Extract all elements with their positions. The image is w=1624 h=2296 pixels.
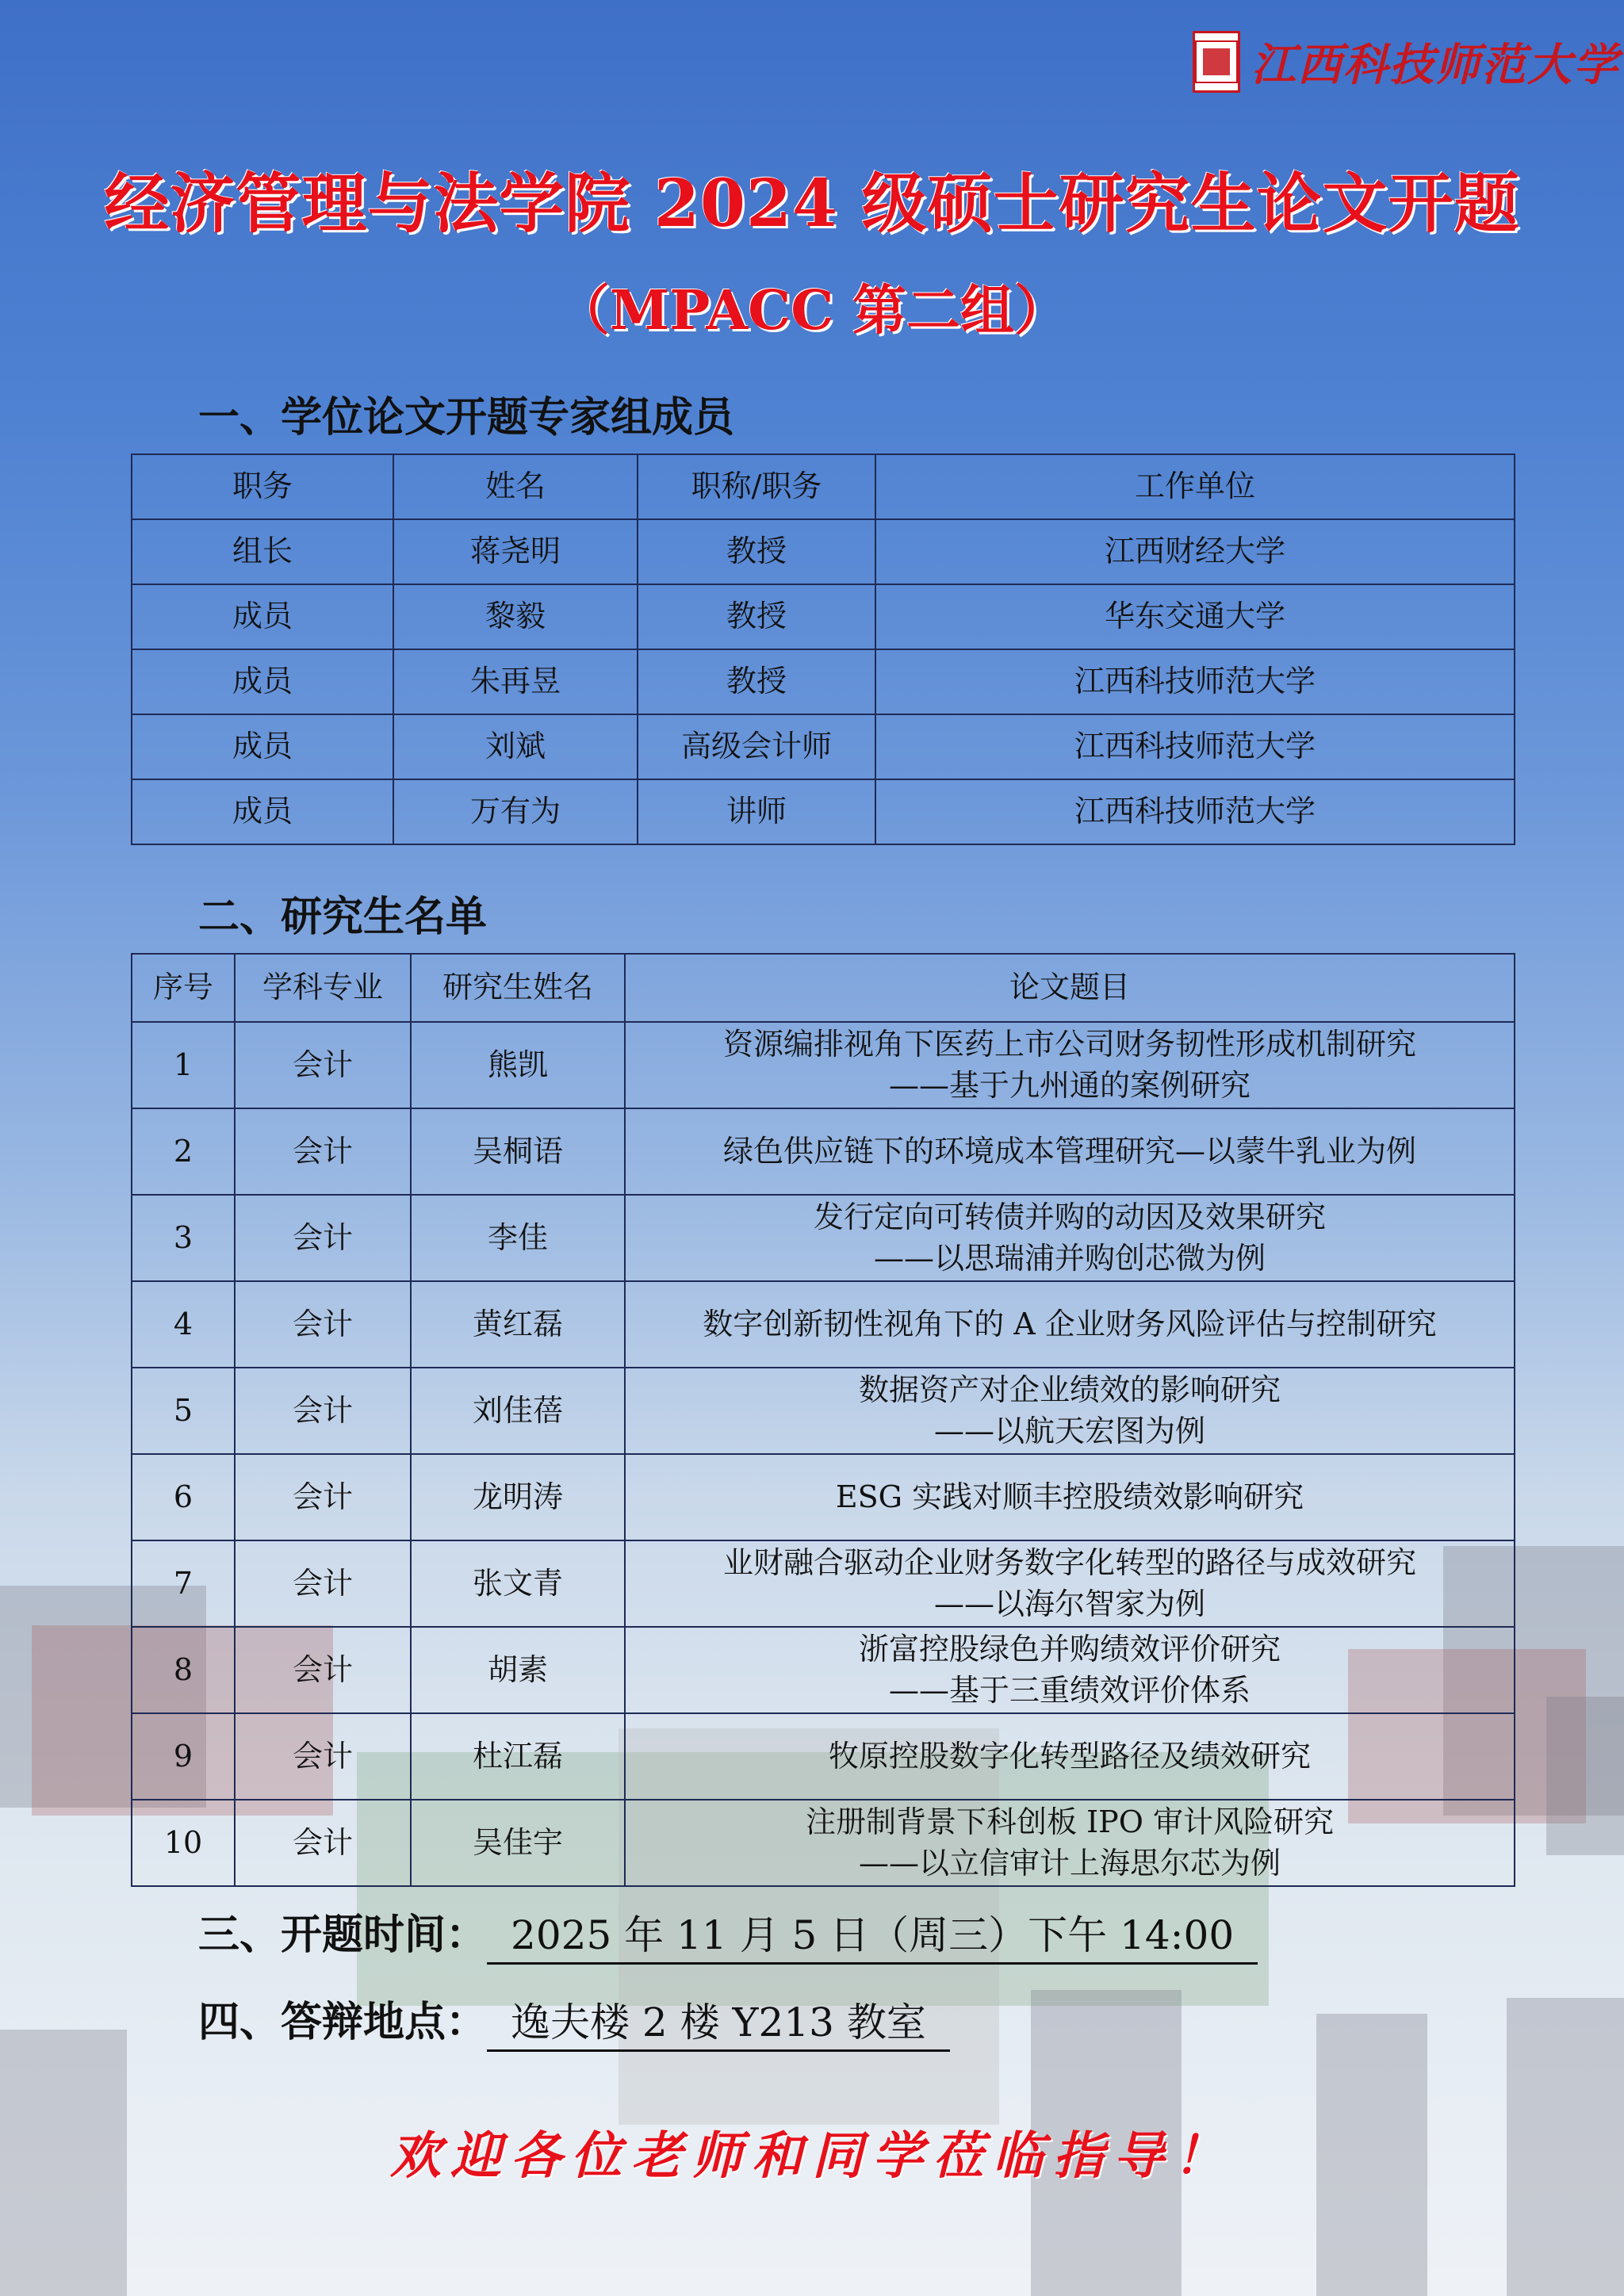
table-row bbox=[132, 1627, 1515, 1713]
student-name: 李佳 bbox=[411, 1195, 625, 1281]
student-major: 会计 bbox=[235, 1195, 411, 1281]
table-row bbox=[132, 1454, 1515, 1540]
thesis-subtitle-line: ——以航天宏图为例 bbox=[933, 1413, 1205, 1448]
university-name: 江西科技师范大学 bbox=[1251, 39, 1619, 91]
table-cell: 成员 bbox=[132, 584, 393, 649]
page-subtitle: （MPACC 第二组） bbox=[555, 279, 1069, 342]
thesis-title-line: 资源编排视角下医药上市公司财务韧性形成机制研究 bbox=[722, 1027, 1416, 1062]
student-major: 会计 bbox=[235, 1713, 411, 1800]
student-name: 吴佳宇 bbox=[411, 1800, 625, 1886]
thesis-title bbox=[625, 1540, 1515, 1627]
column-header: 学科专业 bbox=[235, 954, 411, 1022]
table-cell: 江西财经大学 bbox=[875, 519, 1515, 584]
table-cell: 教授 bbox=[638, 584, 875, 649]
section-experts-heading: 一、学位论文开题专家组成员 bbox=[198, 394, 735, 442]
thesis-subtitle-line: ——基于九州通的案例研究 bbox=[888, 1067, 1251, 1103]
student-major: 会计 bbox=[235, 1454, 411, 1540]
table-row bbox=[132, 1022, 1515, 1108]
table-row bbox=[132, 1281, 1515, 1368]
student-name: 张文青 bbox=[411, 1540, 625, 1627]
student-number: 2 bbox=[132, 1108, 235, 1195]
student-name: 胡素 bbox=[411, 1627, 625, 1713]
thesis-title-line: 数字创新韧性视角下的 A 企业财务风险评估与控制研究 bbox=[703, 1306, 1437, 1341]
student-name: 刘佳蓓 bbox=[411, 1368, 625, 1454]
student-name: 熊凯 bbox=[411, 1022, 625, 1108]
student-major: 会计 bbox=[235, 1540, 411, 1627]
table-row bbox=[132, 1368, 1515, 1454]
table-cell: 刘斌 bbox=[393, 714, 638, 779]
table-cell: 黎毅 bbox=[393, 584, 638, 649]
student-name: 黄红磊 bbox=[411, 1281, 625, 1368]
thesis-title bbox=[625, 1800, 1515, 1886]
thesis-title-line: ESG 实践对顺丰控股绩效影响研究 bbox=[835, 1479, 1304, 1514]
thesis-title bbox=[625, 1368, 1515, 1454]
student-number: 7 bbox=[132, 1540, 235, 1627]
table-header-row bbox=[132, 454, 1515, 519]
thesis-title bbox=[625, 1713, 1515, 1800]
students-table bbox=[131, 953, 1515, 1887]
thesis-subtitle-line: ——以海尔智家为例 bbox=[933, 1586, 1205, 1621]
student-number: 5 bbox=[132, 1368, 235, 1454]
table-cell: 教授 bbox=[638, 649, 875, 714]
table-cell: 万有为 bbox=[393, 779, 638, 844]
table-row bbox=[132, 714, 1515, 779]
column-header: 工作单位 bbox=[875, 454, 1515, 519]
university-seal-icon bbox=[1193, 31, 1240, 93]
table-cell: 高级会计师 bbox=[638, 714, 875, 779]
table-cell: 江西科技师范大学 bbox=[875, 714, 1515, 779]
student-major: 会计 bbox=[235, 1368, 411, 1454]
student-number: 1 bbox=[132, 1022, 235, 1108]
defense-time-label: 三、开题时间： bbox=[198, 1911, 488, 1959]
thesis-title-line: 牧原控股数字化转型路径及绩效研究 bbox=[828, 1738, 1311, 1774]
thesis-title-line: 数据资产对企业绩效的影响研究 bbox=[858, 1372, 1281, 1408]
student-number: 8 bbox=[132, 1627, 235, 1713]
column-header: 研究生姓名 bbox=[411, 954, 625, 1022]
page-title: 经济管理与法学院 2024 级硕士研究生论文开题 bbox=[104, 166, 1520, 242]
table-row bbox=[132, 779, 1515, 844]
table-cell: 朱再昱 bbox=[393, 649, 638, 714]
defense-place-label: 四、答辩地点： bbox=[198, 1999, 488, 2046]
section-students-heading: 二、研究生名单 bbox=[198, 894, 488, 941]
column-header: 职务 bbox=[132, 454, 393, 519]
thesis-title bbox=[625, 1022, 1515, 1108]
column-header: 论文题目 bbox=[625, 954, 1515, 1022]
student-number: 4 bbox=[132, 1281, 235, 1368]
table-row bbox=[132, 1713, 1515, 1800]
table-row bbox=[132, 1800, 1515, 1886]
student-name: 杜江磊 bbox=[411, 1713, 625, 1800]
table-cell: 华东交通大学 bbox=[875, 584, 1515, 649]
student-number: 10 bbox=[132, 1800, 235, 1886]
defense-place-value: 逸夫楼 2 楼 Y213 教室 bbox=[487, 1991, 950, 2052]
student-major: 会计 bbox=[235, 1108, 411, 1195]
thesis-title-line: 注册制背景下科创板 IPO 审计风险研究 bbox=[806, 1804, 1334, 1840]
thesis-title-line: 发行定向可转债并购的动因及效果研究 bbox=[813, 1200, 1326, 1235]
table-cell: 教授 bbox=[638, 519, 875, 584]
student-major: 会计 bbox=[235, 1022, 411, 1108]
university-logo bbox=[1193, 30, 1619, 94]
table-header-row bbox=[132, 954, 1515, 1022]
thesis-subtitle-line: ——以立信审计上海思尔芯为例 bbox=[858, 1845, 1281, 1881]
table-row bbox=[132, 1108, 1515, 1195]
thesis-title bbox=[625, 1108, 1515, 1195]
table-row bbox=[132, 584, 1515, 649]
table-row bbox=[132, 649, 1515, 714]
thesis-title-line: 浙富控股绿色并购绩效评价研究 bbox=[858, 1632, 1281, 1667]
student-name: 吴桐语 bbox=[411, 1108, 625, 1195]
experts-table bbox=[131, 453, 1515, 845]
defense-time-value: 2025 年 11 月 5 日（周三）下午 14:00 bbox=[487, 1904, 1258, 1965]
table-cell: 讲师 bbox=[638, 779, 875, 844]
table-row bbox=[132, 1540, 1515, 1627]
student-major: 会计 bbox=[235, 1281, 411, 1368]
table-cell: 江西科技师范大学 bbox=[875, 649, 1515, 714]
table-cell: 成员 bbox=[132, 714, 393, 779]
student-number: 9 bbox=[132, 1713, 235, 1800]
thesis-title bbox=[625, 1454, 1515, 1540]
column-header: 姓名 bbox=[393, 454, 638, 519]
table-cell: 成员 bbox=[132, 779, 393, 844]
thesis-subtitle-line: ——以思瑞浦并购创芯微为例 bbox=[873, 1240, 1266, 1276]
thesis-title bbox=[625, 1627, 1515, 1713]
defense-place bbox=[198, 1988, 950, 2052]
defense-time bbox=[198, 1901, 1258, 1965]
thesis-title-line: 业财融合驱动企业财务数字化转型的路径与成效研究 bbox=[722, 1545, 1416, 1581]
thesis-title bbox=[625, 1281, 1515, 1368]
table-row bbox=[132, 1195, 1515, 1281]
table-cell: 江西科技师范大学 bbox=[875, 779, 1515, 844]
column-header: 序号 bbox=[132, 954, 235, 1022]
table-cell: 成员 bbox=[132, 649, 393, 714]
thesis-title-line: 绿色供应链下的环境成本管理研究—以蒙牛乳业为例 bbox=[722, 1133, 1416, 1169]
student-major: 会计 bbox=[235, 1627, 411, 1713]
student-number: 3 bbox=[132, 1195, 235, 1281]
welcome-message: 欢迎各位老师和同学莅临指导！ bbox=[390, 2126, 1234, 2186]
student-name: 龙明涛 bbox=[411, 1454, 625, 1540]
student-number: 6 bbox=[132, 1454, 235, 1540]
table-cell: 蒋尧明 bbox=[393, 519, 638, 584]
table-cell: 组长 bbox=[132, 519, 393, 584]
student-major: 会计 bbox=[235, 1800, 411, 1886]
thesis-subtitle-line: ——基于三重绩效评价体系 bbox=[888, 1672, 1251, 1708]
table-row bbox=[132, 519, 1515, 584]
thesis-title bbox=[625, 1195, 1515, 1281]
column-header: 职称/职务 bbox=[638, 454, 875, 519]
